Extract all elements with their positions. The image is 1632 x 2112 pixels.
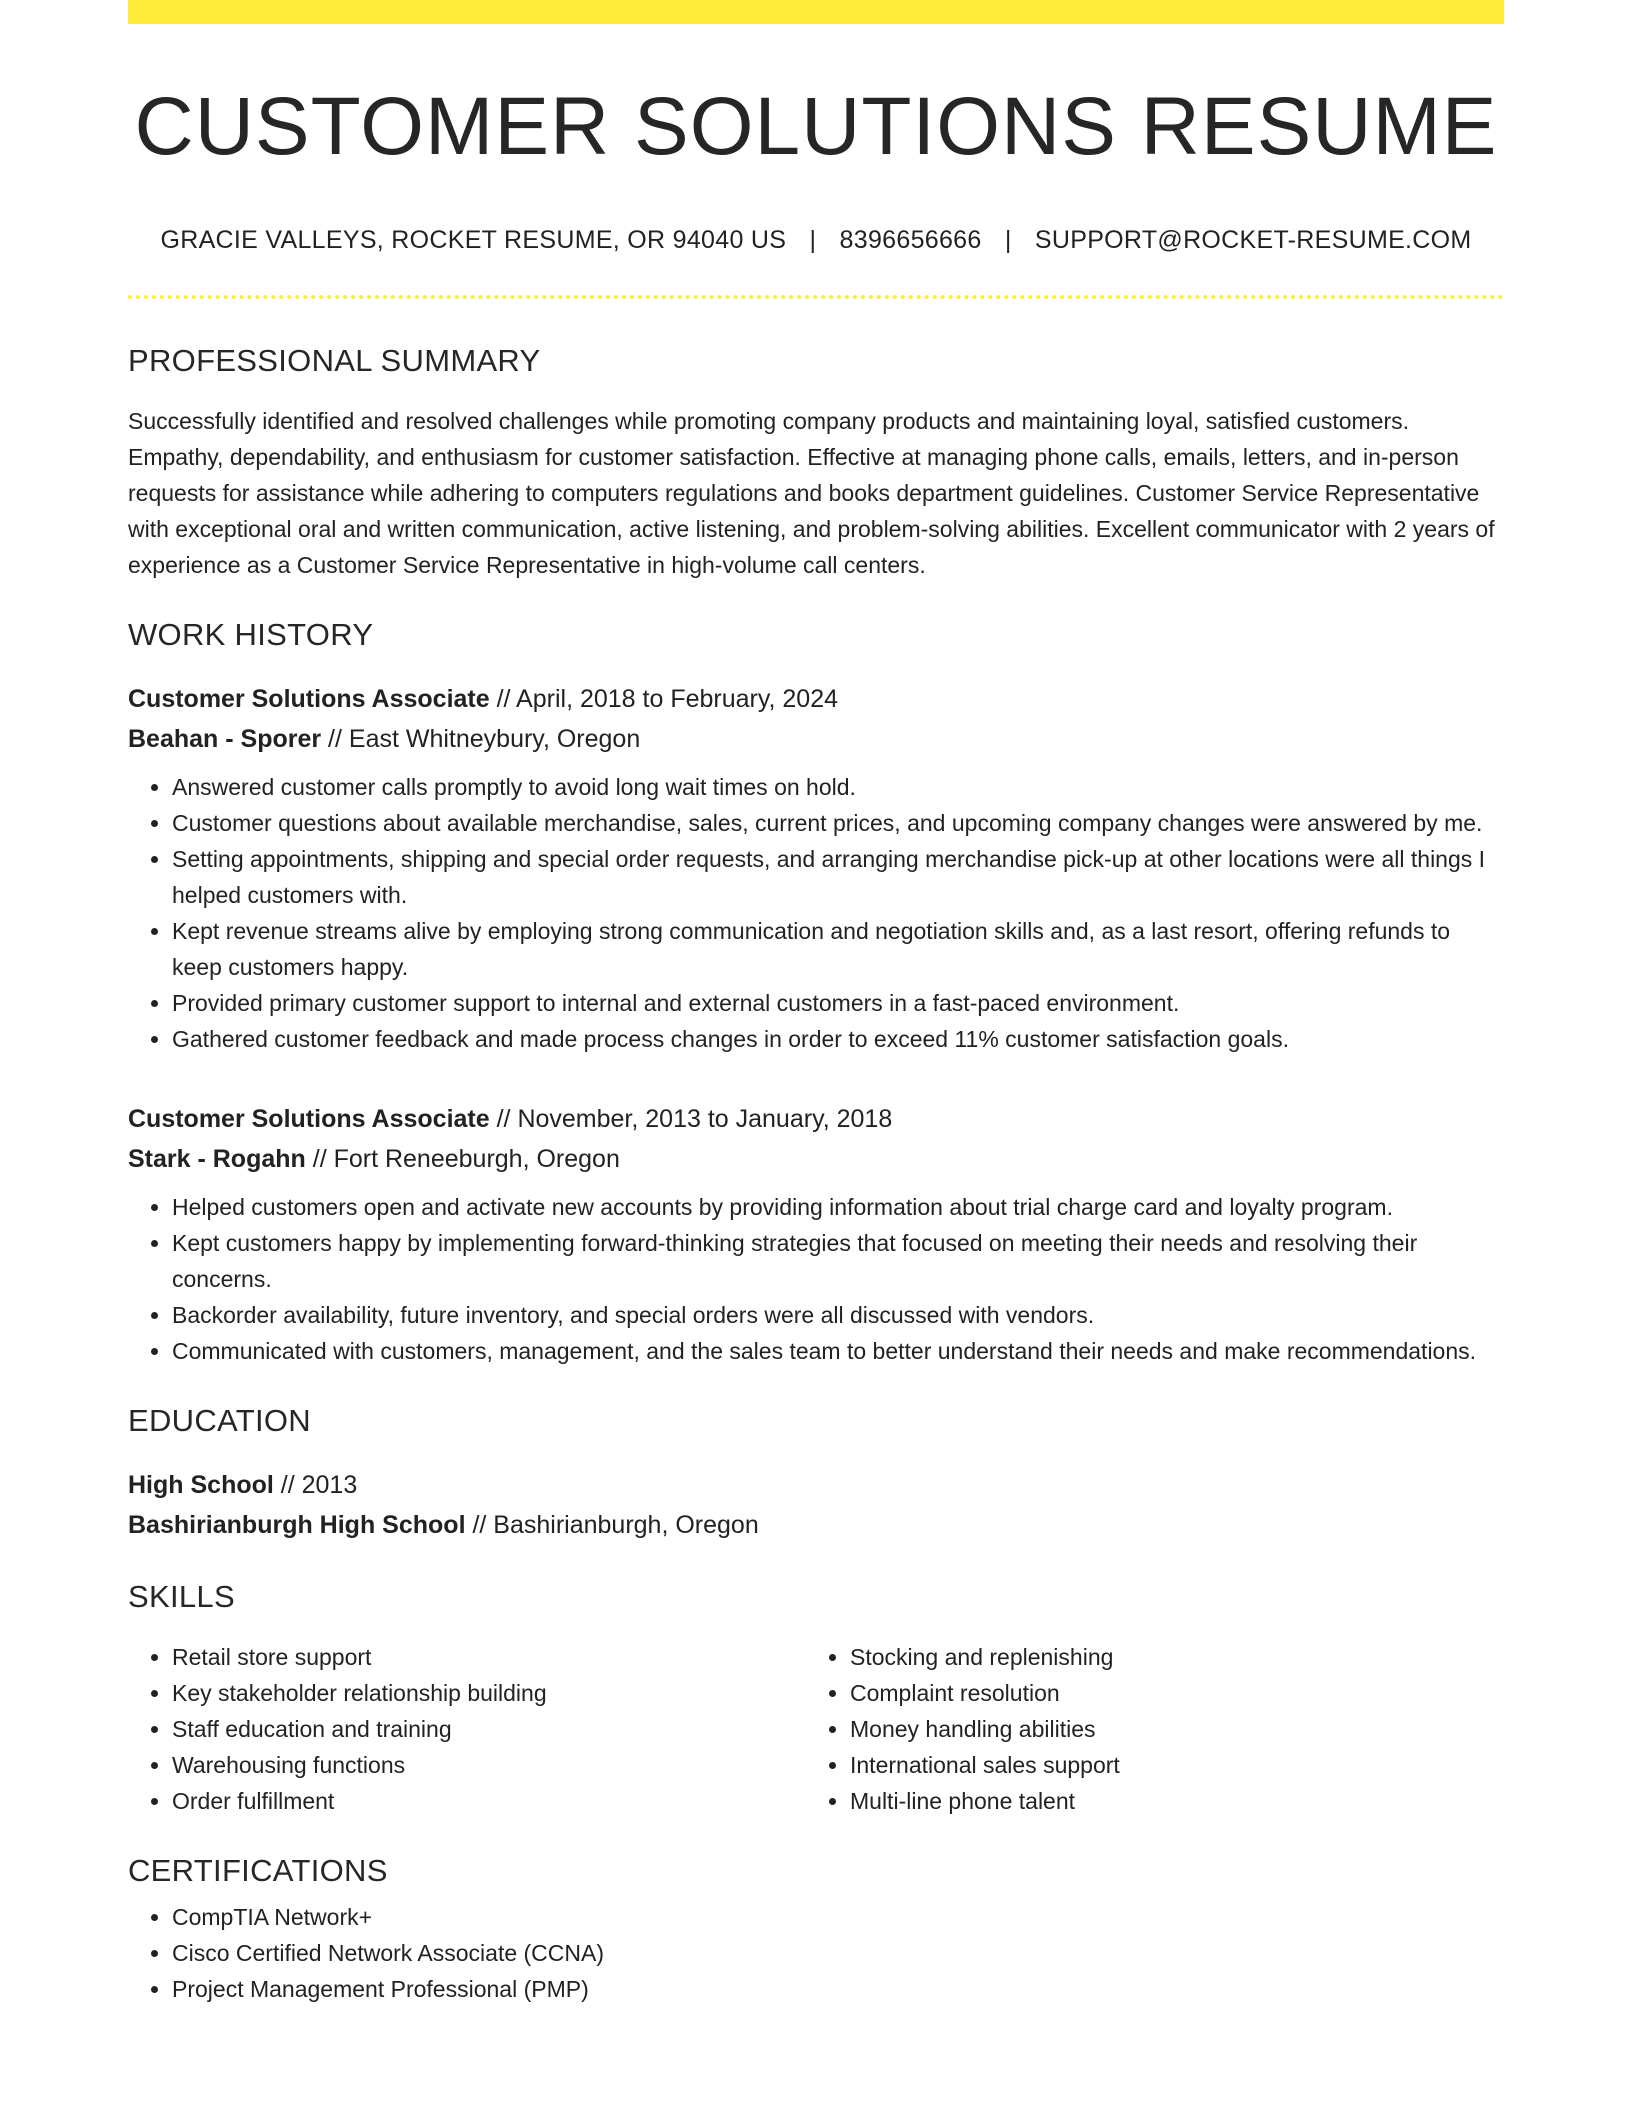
job-bullet: • Kept customers happy by implementing forward-thinking strategies that focused on meeting their needs and resolving their concerns. <box>172 1225 1504 1297</box>
skill-item: • Order fulfillment <box>172 1783 806 1819</box>
accent-bar <box>128 0 1504 24</box>
education-year: // 2013 <box>273 1471 358 1500</box>
education-school-line <box>128 1505 1504 1545</box>
summary-text: Successfully identified and resolved challenges while promoting company products and maintaining loyal, satisfied customers. Empathy, dependability, and enthusiasm for customer satisfaction. Effective at managing phone calls, emails, letters, and in-person requests for assistance while adhering to computers regulations and books department guidelines. Customer Service Representative with exceptional oral and written communication, active listening, and problem-solving abilities. Excellent communicator with 2 years of experience as a Customer Service Representative in high-volume call centers. <box>128 408 1495 579</box>
contact-phone: 8396656666 <box>839 226 982 255</box>
education-degree-line <box>128 1465 1504 1505</box>
contact-separator: | <box>809 226 817 255</box>
certification-item: • Project Management Professional (PMP) <box>172 1971 1504 2007</box>
job-company: Stark - Rogahn <box>128 1145 306 1174</box>
job-position: Customer Solutions Associate <box>128 1105 490 1134</box>
job-bullet: • Communicated with customers, management, and the sales team to better understand their needs and make recommendations. <box>172 1333 1504 1369</box>
education-school: Bashirianburgh High School <box>128 1511 466 1540</box>
skill-item: • Complaint resolution <box>850 1675 1484 1711</box>
job-bullets <box>128 769 1504 1057</box>
education-entry <box>128 1465 1504 1545</box>
contact-separator: | <box>1004 226 1012 255</box>
job-bullet: • Answered customer calls promptly to avoid long wait times on hold. <box>172 769 1504 805</box>
job-bullet: • Helped customers open and activate new accounts by providing information about trial charge card and loyalty program. <box>172 1189 1504 1225</box>
job-location: // East Whitneybury, Oregon <box>321 725 641 754</box>
header-divider <box>128 295 1504 299</box>
job-bullet: • Backorder availability, future inventory, and special orders were all discussed with vendors. <box>172 1297 1504 1333</box>
skills-column-right <box>806 1639 1484 1819</box>
job-position-line <box>128 1099 1504 1139</box>
job-bullet: • Customer questions about available merchandise, sales, current prices, and upcoming company changes were answered by me. <box>172 805 1504 841</box>
job-company: Beahan - Sporer <box>128 725 322 754</box>
skill-item: • Staff education and training <box>172 1711 806 1747</box>
skill-item: • Multi-line phone talent <box>850 1783 1484 1819</box>
skill-item: • Key stakeholder relationship building <box>172 1675 806 1711</box>
job-dates: // April, 2018 to February, 2024 <box>489 685 839 714</box>
skill-item: • International sales support <box>850 1747 1484 1783</box>
skill-item: • Stocking and replenishing <box>850 1639 1484 1675</box>
certification-item: • CompTIA Network+ <box>172 1899 1504 1935</box>
job-bullet: • Gathered customer feedback and made process changes in order to exceed 11% customer satisfaction goals. <box>172 1021 1504 1057</box>
job-company-line <box>128 1139 1504 1179</box>
job-location: // Fort Reneeburgh, Oregon <box>305 1145 620 1174</box>
education-heading: EDUCATION <box>128 1403 311 1439</box>
skills-heading: SKILLS <box>128 1579 235 1615</box>
job-bullets <box>128 1189 1504 1369</box>
job-position: Customer Solutions Associate <box>128 685 490 714</box>
job-bullet: • Kept revenue streams alive by employing strong communication and negotiation skills and, as a last resort, offering refunds to keep customers happy. <box>172 913 1504 985</box>
skills-bullets-right <box>806 1639 1484 1819</box>
certifications-list <box>128 1899 1504 2007</box>
certifications-heading: CERTIFICATIONS <box>128 1853 388 1889</box>
job-entry <box>128 1099 1504 1369</box>
skills-column-left <box>128 1639 806 1819</box>
education-location: // Bashirianburgh, Oregon <box>465 1511 759 1540</box>
skill-item: • Money handling abilities <box>850 1711 1484 1747</box>
job-bullet: • Setting appointments, shipping and special order requests, and arranging merchandise pick-up at other locations were all things I helped customers with. <box>172 841 1504 913</box>
job-bullet: • Provided primary customer support to internal and external customers in a fast-paced environment. <box>172 985 1504 1021</box>
education-degree: High School <box>128 1471 274 1500</box>
contact-line <box>128 226 1504 255</box>
skills-bullets-left <box>128 1639 806 1819</box>
job-dates: // November, 2013 to January, 2018 <box>489 1105 893 1134</box>
resume-page <box>128 0 1504 2007</box>
job-position-line <box>128 679 1504 719</box>
contact-address: GRACIE VALLEYS, ROCKET RESUME, OR 94040 US <box>160 226 787 255</box>
contact-email: SUPPORT@ROCKET-RESUME.COM <box>1034 226 1472 255</box>
skill-item: • Retail store support <box>172 1639 806 1675</box>
resume-title: CUSTOMER SOLUTIONS RESUME <box>134 81 1498 172</box>
certification-item: • Cisco Certified Network Associate (CCNA) <box>172 1935 1504 1971</box>
work-history-heading: WORK HISTORY <box>128 617 374 653</box>
summary-heading: PROFESSIONAL SUMMARY <box>128 343 541 379</box>
skill-item: • Warehousing functions <box>172 1747 806 1783</box>
skills-list <box>128 1639 1504 1819</box>
job-entry <box>128 679 1504 1057</box>
job-company-line <box>128 719 1504 759</box>
